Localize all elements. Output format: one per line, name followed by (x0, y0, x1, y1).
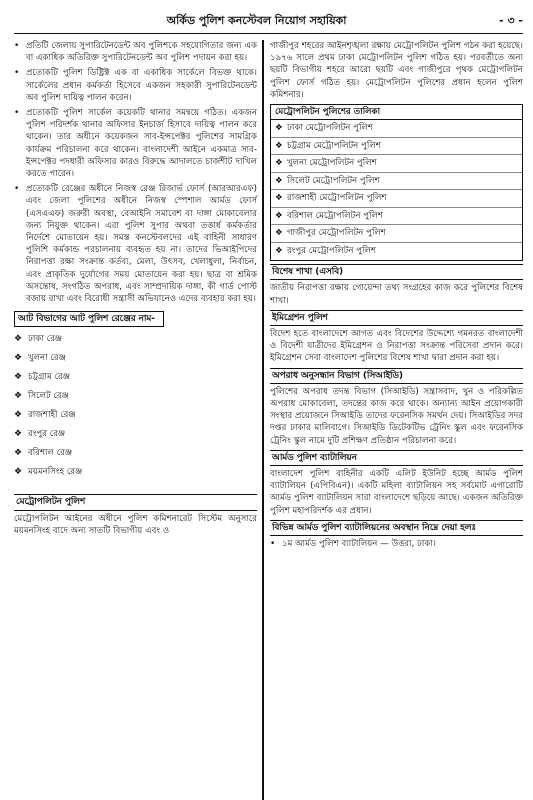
sb-paragraph: জাতীয় নিরাপত্তা রক্ষায় গোয়েন্দা তথ্য সংগ্রহের কাজ করে পুলিশের বিশেষ শাখা। (270, 283, 523, 306)
apbn-heading: আর্মড পুলিশ ব্যাটালিয়ন (270, 450, 523, 466)
cid-heading: অপরাধ অনুসন্ধান বিভাগ (সিআইডি) (270, 368, 523, 384)
table-row: ❖ রংপুর মেট্রোপলিটন পুলিশ (275, 246, 377, 257)
list-item: ❖ খুলনা রেঞ্জ (14, 352, 66, 363)
bullet-paragraph: • প্রত্যেকটি পুলিশ ডিষ্ট্রিক্ট এক বা একাধিক সার্কেলে বিভক্ত থাকে। সার্কেলের প্রধান কর্মকর্তা হিসেবে একজন সহকারী সুপারিটেনডেন্ট অব পুলিশ দায়িত্ব পালন করেন। (14, 68, 257, 103)
table-row: ❖ সিলেট মেট্রোপলিটন পুলিশ (271, 173, 522, 191)
metro-list-table (270, 104, 523, 261)
table-row: ❖ গাজীপুর মেট্রোপলিটন পুলিশ (271, 225, 522, 243)
page-number: - ৩ - (499, 14, 523, 27)
two-column-body (14, 40, 523, 800)
table-row: ❖ খুলনা মেট্রোপলিটন পুলিশ (271, 155, 522, 173)
list-item: ❖ চট্টগ্রাম রেঞ্জ (14, 371, 71, 382)
page-header (14, 12, 523, 34)
bullet-paragraph: • প্রত্যেকটি রেঞ্জের অধীনে নিজস্ব রেঞ্জ রিজার্ভ ফোর্স (আরআরএফ) এবং জেলা পুলিশের অধীনে নিজস্ব স্পেশাল আর্মড ফোর্স (এসএএফ) জরুরী অবস্থা, বেআইনি সমাবেশ বা দাঙ্গা মোকাবেলার জন্য নিযুক্ত থাকেন। এরা পুলিশ সুপার অথবা তত্তার্ধ কর্মকর্তার নির্দেশে মোতায়েন হয়। সমস্ত কনস্টেবলদের এই বাহিনী সাধারণ পুলিশি কর্মকান্ড পরচালনায় ব্যবহৃত হয় না। তাদের ভিআইপিদের নিরাপত্তা রক্ষা সংক্রান্ত কর্তব্য, মেলা, উৎসব, খেলাধুলা, নির্বাচন, এবং প্রাকৃতিক দুর্যোগের সময় মোতায়েন করা হয়। ছাত্র বা শ্রমিক অসন্তোষ, সংগঠিত অপরাধ, এবং সাম্প্রদায়িক দাঙ্গা, কী গার্ড পোস্ট বজায় রাখা এবং বিরোধী সন্ত্রাসী অভিযানেও এদের ব্যবহার করা হয়। (14, 184, 257, 305)
range-list (14, 329, 257, 481)
book-title: অর্কিড পুলিশ কনস্টেবল নিয়োগ সহায়িকা (166, 14, 347, 27)
list-item: • ১ম আর্মড পুলিশ ব্যাটালিয়ন — উত্তরা, ঢাকা। (270, 539, 436, 550)
immigration-heading: ইমিগ্রেশন পুলিশ (270, 310, 523, 326)
list-item: ❖ রাজশাহী রেঞ্জ (14, 409, 76, 420)
ranges-heading: আট বিভাগের আট পুলিশ রেঞ্জের নাম- (14, 311, 164, 327)
list-item: ❖ সিলেট রেঞ্জ (14, 390, 69, 401)
apbn-paragraph: বাংলাদেশ পুলিশ বাহিনীর একটি এলিট ইউনিট হচ্ছে আর্মড পুলিশ ব্যাটালিয়ন (এপিবিএন)। একটি মহিলা ব্যাটালিয়ন সহ সর্বমোট এগারোটি আর্মড পুলিশ ব্যাটালিয়ন সারা বাংলাদেশে ছড়িয়ে আছে। একজন অতিরিক্ত পুলিশ মহাপরিদর্শক এর প্রধান। (270, 469, 523, 516)
metro-heading: মেট্রোপলিটন পুলিশ (14, 494, 257, 510)
metro-paragraph: মেট্রোপলিটন আইনের অধীনে পুলিশ কমিশনারেট সিস্টেম অনুসারে ময়মনসিংহ বাদে অন্য সাতটি বিভাগীয় এবং ও (14, 513, 257, 536)
cid-paragraph: পুলিশের অপরাধ তদন্ত বিভাগ (সিআইডি) সন্ত্রাসবাদ, খুন ও পরিকল্পিত অপরাধ মোকাবেলা, তদন্তের কাজ করে থাকে। অন্যান্য আইন প্রয়োগকারী সংস্থার প্রয়োজনে সিআইডি তাদের ফরেনসিক সমর্থন দেয়। সিআইডির সদর দপ্তর ঢাকার মালিবাগে। সিআইডি ডিটেকটিভ ট্রেনিং স্কুল এবং ফরেনসিক ট্রেনিং স্কুল নামে দুটি প্রশিক্ষণ প্রতিষ্ঠান পরিচালনা করে। (270, 386, 523, 446)
list-item: ❖ ঢাকা রেঞ্জ (14, 333, 63, 344)
right-column (262, 40, 523, 800)
list-item: ❖ রংপুর রেঞ্জ (14, 428, 66, 439)
sb-heading: বিশেষ শাখা (এসবি) (270, 264, 523, 280)
bullet-paragraph: • প্রত্যেকটি পুলিশ সার্কেল কয়েকটি থানার সমন্বয়ে গঠিত। একজন পুলিশ পরিদর্শক থানার অফিসার ইনচার্জ হিসাবে দায়িত্ব পালন করে থাকেন। তার অধীনে কয়েকজন সাব-ইন্সপেক্টর পুলিশের সামগ্রিক কার্যক্রম পরিচালনা করে থাকেন। বাংলাদেশী আইনে একমাত্র সাব-ইন্সপেক্টর পদধারী অফিসার কারও বিরুদ্ধে আদালতে চার্জশীট দাখিল করতে পারেন। (14, 108, 257, 180)
bullet-paragraph: • প্রতিটি জেলায় সুপারিটেনডেন্ট অব পুলিশকে সহযোগিতার জন্য এক বা একাধিক অতিরিক্ত সুপারিটেনডেন্ট অব পুলিশ পদায়ন করা হয়। (14, 41, 257, 64)
intro-paragraph: গাজীপুর শহরের আইনশৃঙ্খলা রক্ষায় মেট্রোপলিটন পুলিশ গঠন করা হয়েছে। ১৯৭৬ সালে প্রথম ঢাকা মেট্রোপলিটন পুলিশ গঠিত হয়। পরবর্তীতে অন্য ছয়টি বিভাগীয় শহরে আরো ছয়টি এবং গাজীপুরে পৃথক মেট্রোপলিটন পুলিশ ফোর্স গঠিত হয়। মেট্রোপলিটন পুলিশের প্রধান হলেন পুলিশ কমিশনার। (270, 41, 523, 100)
immigration-paragraph: বিদেশ হতে বাংলাদেশে আগত এবং বিদেশের উদ্দেশ্যে গমনরত বাংলাদেশী ও বিদেশী যাত্রীদের ইমিগ্রেশন ও নিরাপত্তা সংক্রান্ত পরিসেবা প্রদান করে। ইমিগ্রেশন সেবা বাংলাদেশ পুলিশের বিশেষ শাখা দ্বারা প্রদান করা হয়। (270, 329, 523, 364)
list-item: ❖ ময়মনসিংহ রেঞ্জ (14, 466, 83, 477)
table-row: ❖ ঢাকা মেট্রোপলিটন পুলিশ (271, 120, 522, 138)
left-column (14, 40, 262, 800)
apbn-list-intro: বিভিন্ন আর্মড পুলিশ ব্যাটালিয়নের অবস্থান নিম্নে দেয়া হলঃ (270, 520, 523, 536)
table-row: ❖ বরিশাল মেট্রোপলিটন পুলিশ (271, 208, 522, 226)
metro-list-heading: মেট্রোপলিটন পুলিশের তালিকা (271, 105, 522, 120)
list-item: ❖ বরিশাল রেঞ্জ (14, 447, 73, 458)
table-row: ❖ চট্টগ্রাম মেট্রোপলিটন পুলিশ (271, 138, 522, 156)
table-row: ❖ রাজশাহী মেট্রোপলিটন পুলিশ (271, 190, 522, 208)
